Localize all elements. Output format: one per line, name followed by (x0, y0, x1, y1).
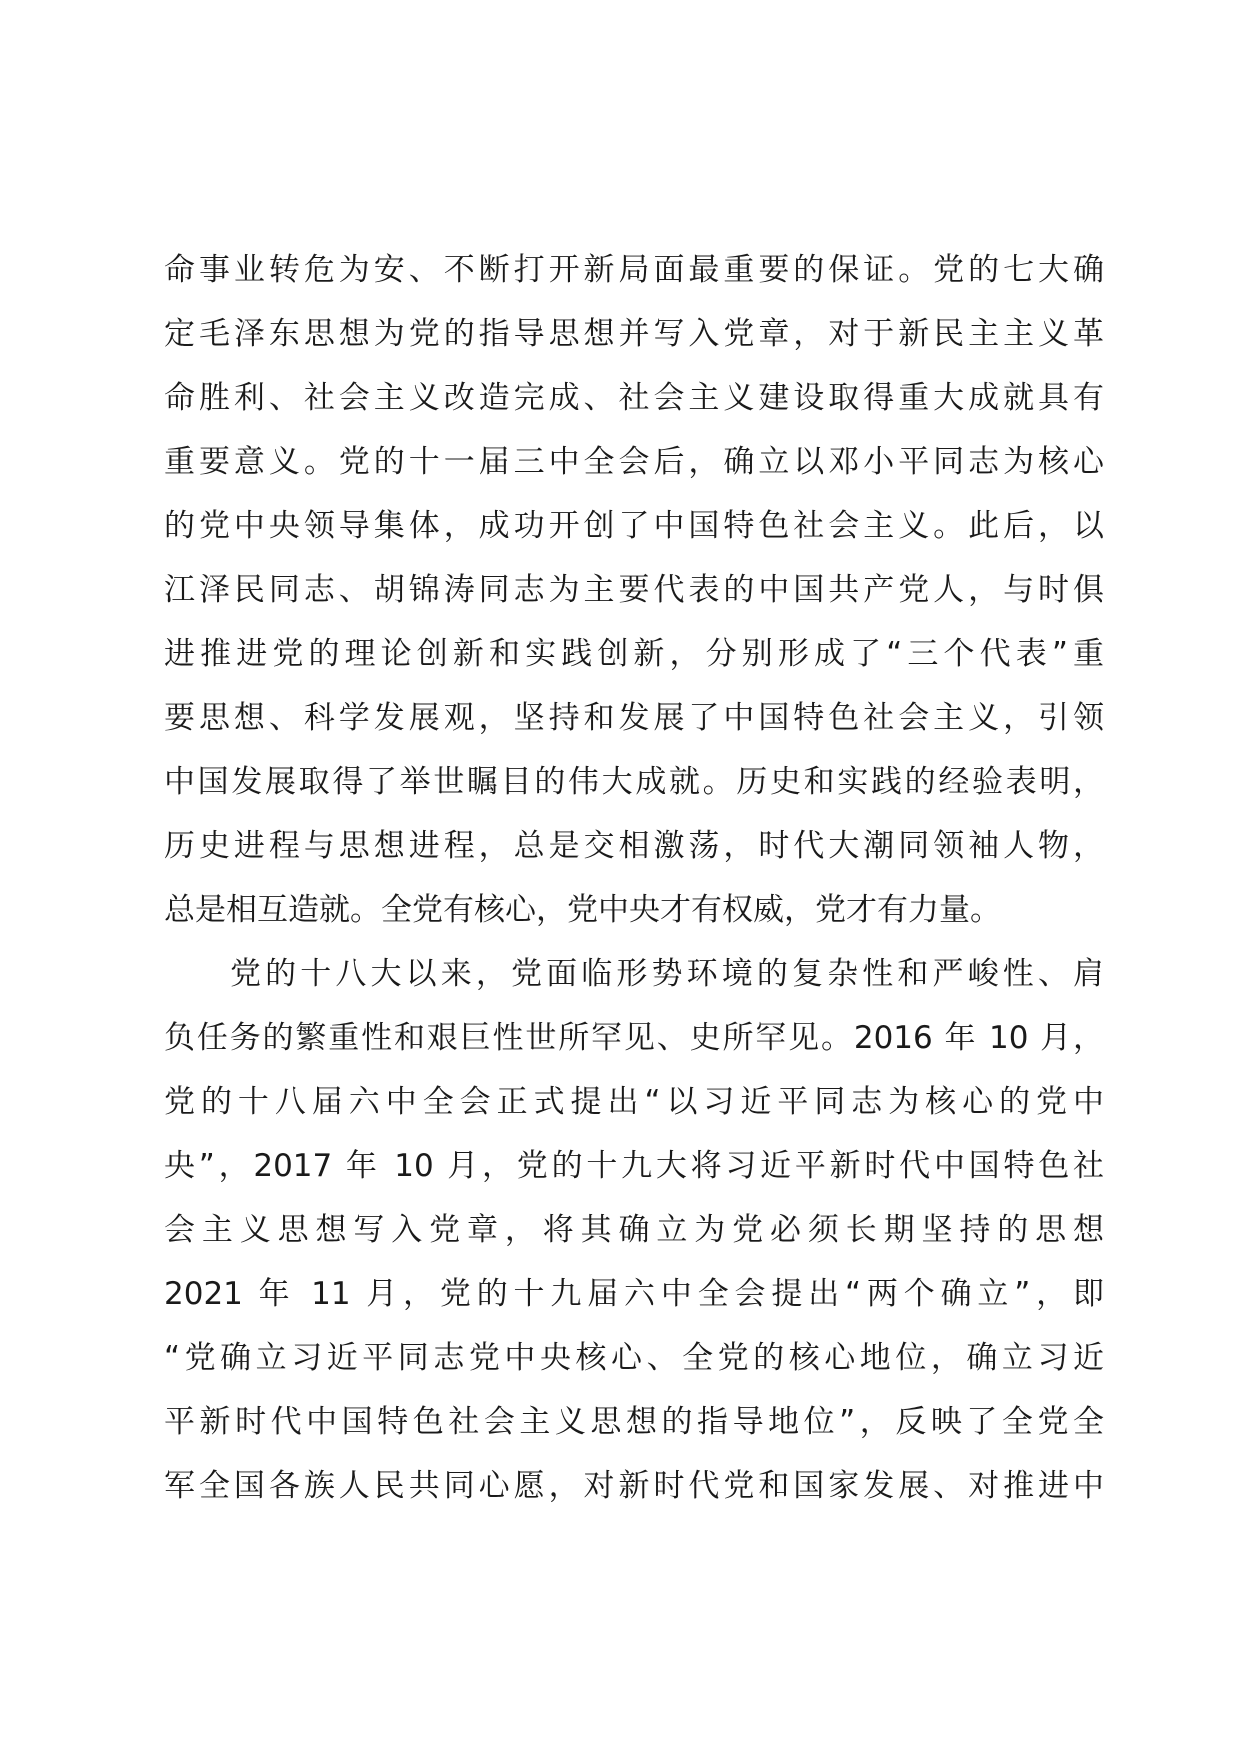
text-line: 总是相互造就。全党有核心，党中央才有权威，党才有力量。 (164, 892, 1001, 928)
text-line: 重要意义。党的十一届三中全会后，确立以邓小平同志为核心 (164, 444, 1104, 480)
text-line: 央”，2017 年 10 月，党的十九大将习近平新时代中国特色社 (164, 1148, 1104, 1184)
text-line: 平新时代中国特色社会主义思想的指导地位”，反映了全党全 (164, 1404, 1104, 1440)
text-line: 进推进党的理论创新和实践创新，分别形成了“三个代表”重 (164, 636, 1104, 672)
text-line: 党的十八大以来，党面临形势环境的复杂性和严峻性、肩 (230, 956, 1104, 992)
text-line: 会主义思想写入党章，将其确立为党必须长期坚持的思想 (164, 1212, 1104, 1248)
paragraph-1 (164, 238, 1104, 942)
text-line: 党的十八届六中全会正式提出“以习近平同志为核心的党中 (164, 1084, 1104, 1120)
text-line: 命胜利、社会主义改造完成、社会主义建设取得重大成就具有 (164, 380, 1104, 416)
text-line: 中国发展取得了举世瞩目的伟大成就。历史和实践的经验表明， (164, 764, 1104, 800)
body-text (164, 238, 1104, 1518)
text-line: 的党中央领导集体，成功开创了中国特色社会主义。此后，以 (164, 508, 1104, 544)
text-line: “党确立习近平同志党中央核心、全党的核心地位，确立习近 (164, 1340, 1104, 1376)
text-line: 历史进程与思想进程，总是交相激荡，时代大潮同领袖人物， (164, 828, 1104, 864)
paragraph-2 (164, 942, 1104, 1518)
text-line: 军全国各族人民共同心愿，对新时代党和国家发展、对推进中 (164, 1468, 1104, 1504)
text-line: 定毛泽东思想为党的指导思想并写入党章，对于新民主主义革 (164, 316, 1104, 352)
text-line: 2021 年 11 月，党的十九届六中全会提出“两个确立”，即 (164, 1276, 1104, 1312)
text-line: 要思想、科学发展观，坚持和发展了中国特色社会主义，引领 (164, 700, 1104, 736)
text-line: 负任务的繁重性和艰巨性世所罕见、史所罕见。2016 年 10 月， (164, 1020, 1104, 1056)
text-line: 江泽民同志、胡锦涛同志为主要代表的中国共产党人，与时俱 (164, 572, 1104, 608)
text-line: 命事业转危为安、不断打开新局面最重要的保证。党的七大确 (164, 252, 1104, 288)
